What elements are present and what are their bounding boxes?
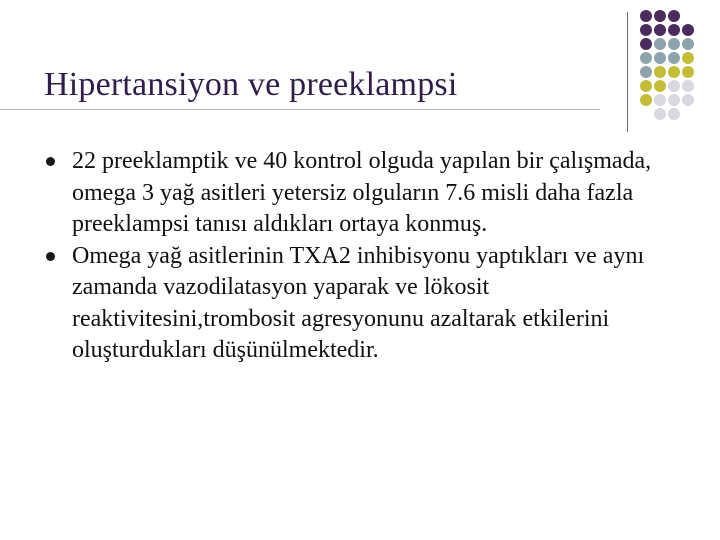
decorative-dot (668, 10, 680, 22)
decorative-dot (668, 38, 680, 50)
decorative-dot (668, 52, 680, 64)
decorative-dot (654, 52, 666, 64)
decorative-dot (640, 66, 652, 78)
decorative-dot (640, 94, 652, 106)
decorative-dot (640, 10, 652, 22)
decorative-dot (682, 94, 694, 106)
decorative-dot (640, 52, 652, 64)
decorative-dot (682, 66, 694, 78)
decorative-dot (640, 80, 652, 92)
decorative-dot (668, 94, 680, 106)
bullet-text: 22 preeklamptik ve 40 kontrol olguda yapılan bir çalışmada, omega 3 yağ asitleri yetersiz olguların 7.6 misli daha fazla preeklampsi tanısı aldıkları ortaya konmuş. (72, 148, 652, 237)
decorative-dot (654, 94, 666, 106)
decorative-dot (668, 24, 680, 36)
decorative-dot (668, 80, 680, 92)
decorative-dot (682, 80, 694, 92)
decorative-dot (654, 38, 666, 50)
decorative-dot (640, 24, 652, 36)
decorative-dot (682, 52, 694, 64)
decorative-dot (682, 38, 694, 50)
bullet-dot-icon (46, 252, 55, 261)
bullet-dot-icon (46, 157, 55, 166)
bullet-list (44, 146, 664, 367)
decorative-dot (654, 108, 666, 120)
bullet-item (44, 241, 664, 367)
decorative-dot (668, 66, 680, 78)
bullet-text: Omega yağ asitlerinin TXA2 inhibisyonu yaptıkları ve aynı zamanda vazodilatasyon yaparak ve lökosit reaktivitesini,trombosit agresyonunu azaltarak etkilerini oluşturdukları düşünülmektedir. (72, 242, 645, 363)
title-divider (0, 109, 600, 110)
decorative-dot (654, 24, 666, 36)
bullet-item (44, 146, 664, 241)
decorative-dot (654, 10, 666, 22)
decorative-dot (654, 80, 666, 92)
decorative-dot (654, 66, 666, 78)
decorative-dot-grid (640, 10, 720, 120)
decorative-dot (682, 24, 694, 36)
decorative-dot (668, 108, 680, 120)
vertical-divider (627, 12, 628, 132)
decorative-dot (640, 38, 652, 50)
slide-title: Hipertansiyon ve preeklampsi (44, 66, 458, 103)
